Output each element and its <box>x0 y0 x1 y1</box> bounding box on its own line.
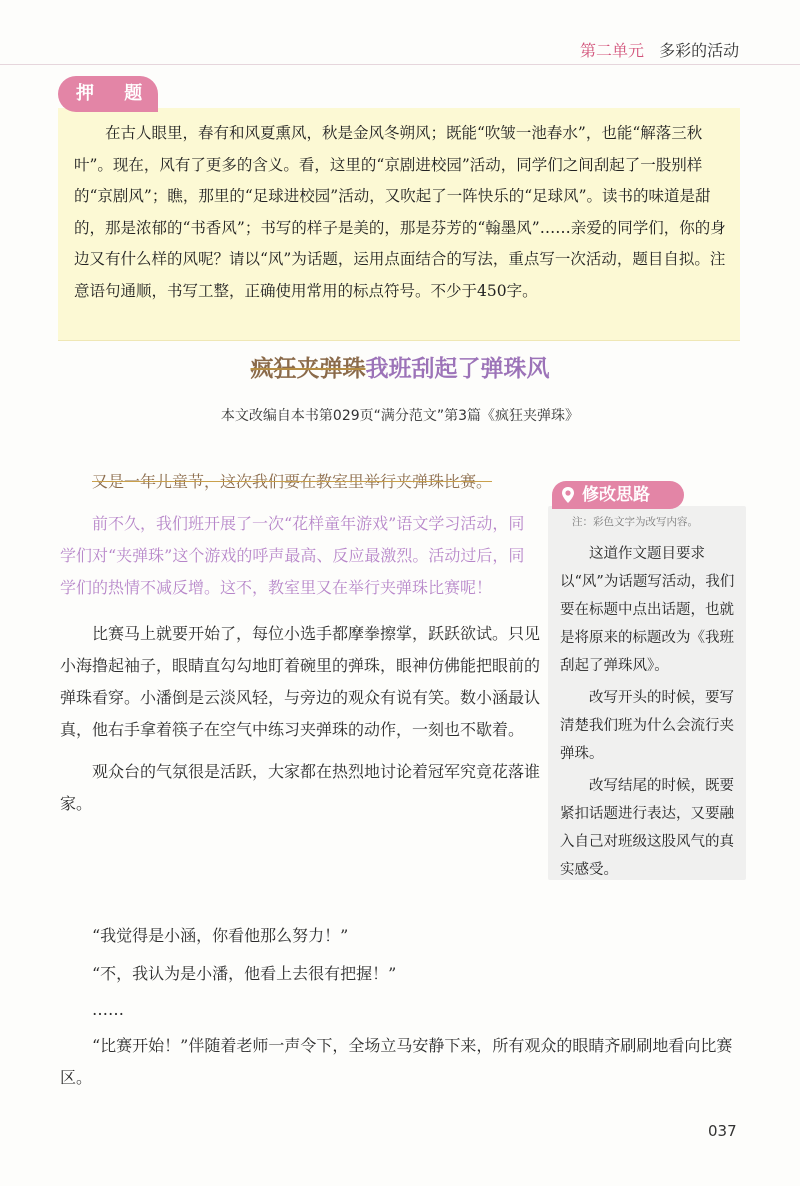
revision-item: 改写结尾的时候，既要紧扣话题进行表达，又要融入自己对班级这股风气的真实感受。 <box>560 778 734 878</box>
unit-label: 第二单元 <box>580 41 645 60</box>
prompt-text: 在古人眼里，春有和风夏熏风，秋是金风冬朔风；既能“吹皱一池春水”，也能“解落三秋叶”。现在，风有了更多的含义。看，这里的“京剧进校园”活动，同学们之间刮起了一股别样的“京剧风”；瞧，那里的“足球进校园”活动，又吹起了一阵快乐的“足球风”。读书的味道是甜的，那是浓郁的“书香风”；书写的样子是美的，那是芬芳的“翰墨风”……亲爱的同学们，你的身边又有什么样的风呢？请以“风”为话题，运用点面结合的写法，重点写一次活动，题目自拟。注意语句通顺，书写工整，正确使用常用的标点符号。不少于450字。 <box>74 124 726 300</box>
paragraph-5: “我觉得是小涵，你看他那么努力！” <box>92 926 349 945</box>
paragraph-1 <box>60 466 540 498</box>
paragraph-7: …… <box>92 1000 124 1019</box>
page-number: 037 <box>708 1122 737 1140</box>
paragraph-4: 观众台的气氛很是活跃，大家都在热烈地讨论着冠军究竟花落谁家。 <box>60 762 541 813</box>
title-original-struck: 疯狂夹弹珠 <box>250 356 366 382</box>
revised-opening-b: 这不，教室里又在举行夹弹珠比赛呢！ <box>220 578 493 597</box>
revision-item: 这道作文题目要求以“风”为话题写活动，我们要在标题中点出话题，也就是将原来的标题改为《我班刮起了弹珠风》。 <box>560 546 735 674</box>
article-title <box>0 350 800 383</box>
unit-theme: 多彩的活动 <box>659 41 740 60</box>
revised-opening-a: 前不久，我们班开展了一次“花样童年游戏”语文学习活动，同学们对“夹弹珠”这个游戏的呼声最高、反应最激烈。活动过后，同学们的热情不减反增。 <box>60 514 525 597</box>
title-revised: 我班刮起了弹珠风 <box>365 356 550 382</box>
paragraph-2 <box>60 508 540 604</box>
revision-note: 注：彩色文字为改写内容。 <box>572 516 698 528</box>
revision-item: 改写开头的时候，要写清楚我们班为什么会流行夹弹珠。 <box>560 690 734 762</box>
article-upper <box>60 466 540 820</box>
original-opening-struck: 又是一年儿童节，这次我们要在教室里举行夹弹珠比赛。 <box>92 472 493 491</box>
revision-tag <box>552 481 684 509</box>
prompt-tag <box>58 76 158 112</box>
prompt-tag-label: 押 题 <box>76 83 155 104</box>
paragraph-8: “比赛开始！”伴随着老师一声令下，全场立马安静下来，所有观众的眼睛齐刷刷地看向比赛区。 <box>60 1036 733 1087</box>
article-source-note: 本文改编自本书第029页“满分范文”第3篇《疯狂夹弹珠》 <box>220 408 580 424</box>
paragraph-6: “不，我认为是小潘，他看上去很有把握！” <box>92 964 397 983</box>
revision-text <box>560 540 740 884</box>
page-header <box>580 38 739 61</box>
paragraph-3: 比赛马上就要开始了，每位小选手都摩拳擦掌，跃跃欲试。只见小海撸起袖子，眼睛直勾勾地盯着碗里的弹珠，眼神仿佛能把眼前的弹珠看穿。小潘倒是云淡风轻，与旁边的观众有说有笑。数小涵最认真，他右手拿着筷子在空气中练习夹弹珠的动作，一刻也不歇着。 <box>60 624 541 739</box>
location-pin-icon <box>558 485 578 505</box>
revision-tag-label: 修改思路 <box>582 485 650 505</box>
header-divider <box>0 64 800 65</box>
